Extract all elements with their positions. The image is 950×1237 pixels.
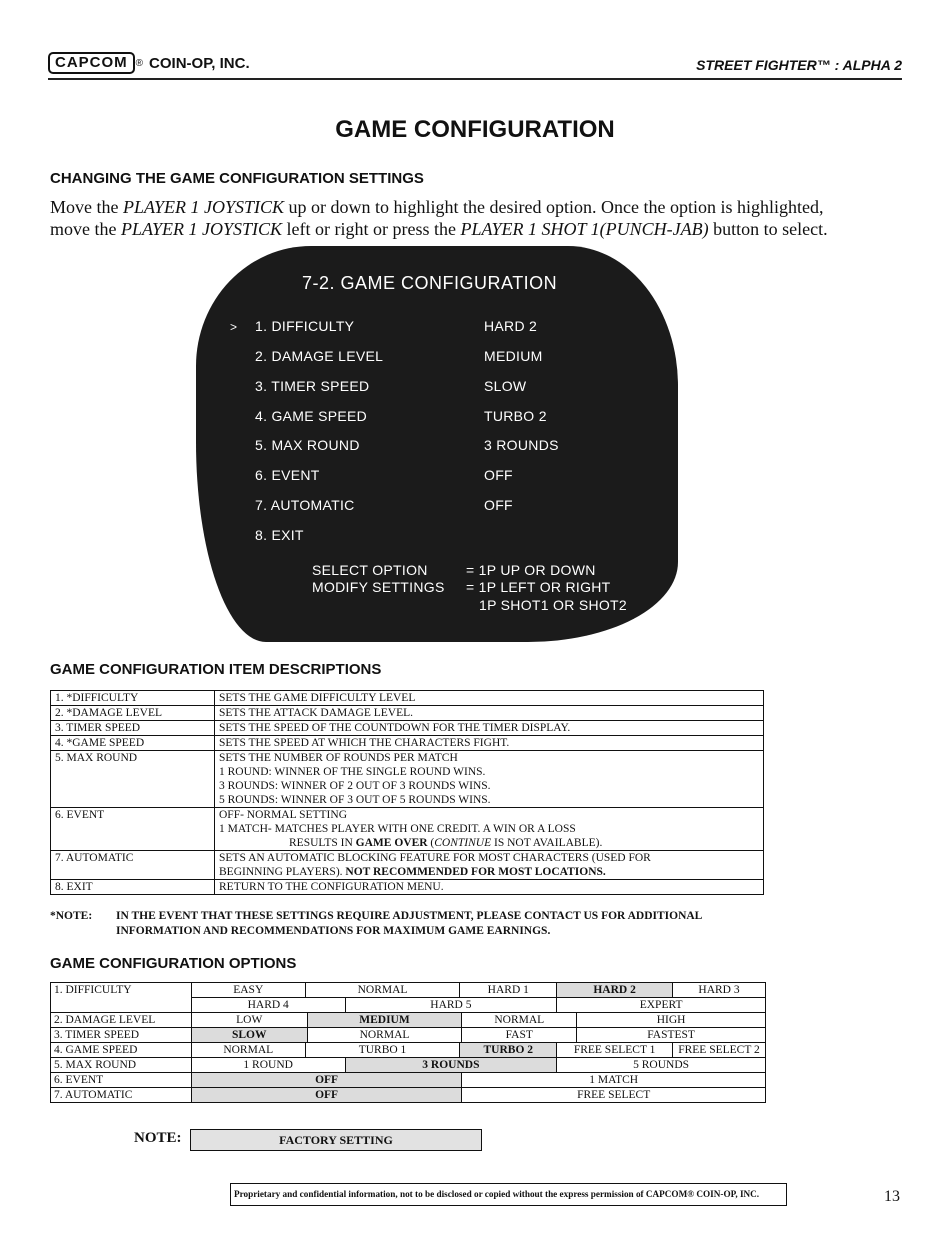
option-name: 1. DIFFICULTY: [51, 983, 192, 1013]
option-name: 7. AUTOMATIC: [51, 1088, 192, 1103]
option-value-factory: MEDIUM: [307, 1013, 462, 1028]
option-value: FREE SELECT: [462, 1088, 766, 1103]
table-row: [51, 721, 764, 736]
item-description: SETS THE GAME DIFFICULTY LEVEL: [215, 691, 764, 706]
menu-item-label: 2. DAMAGE LEVEL: [255, 348, 384, 364]
item-description: [215, 808, 764, 851]
menu-item-label: 6. EVENT: [255, 467, 320, 483]
item-name: 4. *GAME SPEED: [51, 736, 215, 751]
select-option-value: = 1P UP OR DOWN: [466, 562, 596, 578]
text-italic: PLAYER 1 SHOT 1(PUNCH-JAB): [460, 219, 709, 239]
option-name: 6. EVENT: [51, 1073, 192, 1088]
text: BEGINNING PLAYERS).: [219, 866, 346, 878]
item-name: 8. EXIT: [51, 880, 215, 895]
modify-settings-value: = 1P LEFT OR RIGHT: [466, 579, 611, 595]
option-value: HIGH: [577, 1013, 766, 1028]
option-value: FREE SELECT 2: [673, 1043, 766, 1058]
option-value: FAST: [462, 1028, 577, 1043]
desc-line: 1 MATCH- MATCHES PLAYER WITH ONE CREDIT. A WIN OR A LOSS: [219, 823, 576, 835]
item-name: 6. EVENT: [51, 808, 215, 851]
text-bold: NOT RECOMMENDED FOR MOST LOCATIONS.: [345, 866, 606, 878]
menu-cursor: >: [230, 320, 238, 334]
item-name: 5. MAX ROUND: [51, 751, 215, 808]
item-description: SETS THE SPEED AT WHICH THE CHARACTERS FIGHT.: [215, 736, 764, 751]
note-label: *NOTE:: [50, 910, 93, 922]
text-italic: PLAYER 1 JOYSTICK: [120, 219, 283, 239]
option-value: HARD 5: [345, 998, 557, 1013]
page-title: GAME CONFIGURATION: [335, 116, 615, 143]
table-row: [51, 1043, 766, 1058]
menu-item-value: OFF: [484, 497, 513, 513]
desc-line: [219, 836, 759, 850]
item-descriptions-table: [50, 690, 764, 895]
table-row: [51, 1088, 766, 1103]
text: button to select.: [708, 219, 828, 239]
option-value: HARD 4: [191, 998, 345, 1013]
text-italic: PLAYER 1 JOYSTICK: [122, 197, 285, 217]
desc-line: 3 ROUNDS: WINNER OF 2 OUT OF 3 ROUNDS WINS.: [219, 780, 491, 792]
section-heading-options: GAME CONFIGURATION OPTIONS: [50, 955, 297, 972]
menu-item-label: 1. DIFFICULTY: [255, 318, 355, 334]
company-name: COIN-OP, INC.: [149, 54, 250, 72]
option-value: HARD 1: [460, 983, 557, 998]
option-value: NORMAL: [307, 1028, 462, 1043]
menu-item-value: OFF: [484, 467, 513, 483]
option-name: 3. TIMER SPEED: [51, 1028, 192, 1043]
option-value: EASY: [191, 983, 305, 998]
page-number: 13: [884, 1188, 900, 1205]
note-text: IN THE EVENT THAT THESE SETTINGS REQUIRE ADJUSTMENT, PLEASE CONTACT US FOR ADDITIONAL INFORMATION AND RECOMMENDATIONS FOR MAXIMUM GAME EARNINGS.: [116, 910, 702, 937]
table-row: [51, 751, 764, 808]
text: up or down to highlight the desired option. Once the option is highlighted, move the: [50, 197, 824, 239]
page-header: [48, 52, 902, 80]
config-screen-image: [196, 246, 678, 642]
menu-item-label: 8. EXIT: [255, 527, 304, 543]
item-description: [215, 851, 764, 880]
text: RESULTS IN: [289, 837, 356, 849]
item-description: [215, 751, 764, 808]
menu-item-label: 4. GAME SPEED: [255, 408, 368, 424]
option-name: 4. GAME SPEED: [51, 1043, 192, 1058]
text-italic: CONTINUE: [434, 837, 492, 849]
option-value-factory: SLOW: [191, 1028, 307, 1043]
option-name: 5. MAX ROUND: [51, 1058, 192, 1073]
table-row: [51, 1073, 766, 1088]
menu-item-value: TURBO 2: [484, 408, 547, 424]
table-row: [51, 1028, 766, 1043]
option-value-factory: OFF: [191, 1088, 462, 1103]
option-value: FASTEST: [577, 1028, 766, 1043]
menu-item-value: SLOW: [484, 378, 527, 394]
menu-item-label: 7. AUTOMATIC: [255, 497, 355, 513]
menu-item-label: 3. TIMER SPEED: [255, 378, 370, 394]
text: IS NOT AVAILABLE).: [491, 837, 603, 849]
item-name: 2. *DAMAGE LEVEL: [51, 706, 215, 721]
menu-item-label: 5. MAX ROUND: [255, 437, 360, 453]
capcom-logo: [48, 52, 250, 74]
option-value-factory: TURBO 2: [460, 1043, 557, 1058]
item-description: SETS THE ATTACK DAMAGE LEVEL.: [215, 706, 764, 721]
option-value: 1 ROUND: [191, 1058, 345, 1073]
option-name: 2. DAMAGE LEVEL: [51, 1013, 192, 1028]
menu-item-value: 3 ROUNDS: [484, 437, 559, 453]
desc-line: [219, 865, 759, 879]
table-row: [51, 851, 764, 880]
option-value: EXPERT: [557, 998, 766, 1013]
option-value-factory: 3 ROUNDS: [345, 1058, 557, 1073]
option-value: 1 MATCH: [462, 1073, 766, 1088]
table-row: [51, 808, 764, 851]
option-value: TURBO 1: [305, 1043, 460, 1058]
desc-line: SETS AN AUTOMATIC BLOCKING FEATURE FOR MOST CHARACTERS (USED FOR: [219, 852, 651, 864]
options-table: [50, 982, 766, 1103]
modify-settings-value-2: 1P SHOT1 OR SHOT2: [479, 597, 627, 613]
table-row: [51, 706, 764, 721]
item-description: SETS THE SPEED OF THE COUNTDOWN FOR THE TIMER DISPLAY.: [215, 721, 764, 736]
text-bold: GAME OVER: [355, 837, 428, 849]
desc-line: 1 ROUND: WINNER OF THE SINGLE ROUND WINS.: [219, 766, 486, 778]
select-option-label: SELECT OPTION: [312, 562, 428, 578]
item-name: 1. *DIFFICULTY: [51, 691, 215, 706]
option-value: HARD 3: [673, 983, 766, 998]
desc-line: 5 ROUNDS: WINNER OF 3 OUT OF 5 ROUNDS WINS.: [219, 794, 491, 806]
desc-line: SETS THE NUMBER OF ROUNDS PER MATCH: [219, 752, 458, 764]
option-value: NORMAL: [462, 1013, 577, 1028]
table-row: [51, 1058, 766, 1073]
modify-settings-label: MODIFY SETTINGS: [312, 579, 445, 595]
text: Move the: [50, 197, 123, 217]
table-row: [51, 691, 764, 706]
confidentiality-notice: Proprietary and confidential information, not to be disclosed or copied without the express permission of CAPCOM® COIN-OP, INC.: [230, 1183, 787, 1206]
legend-factory-setting: FACTORY SETTING: [190, 1129, 482, 1151]
option-value: 5 ROUNDS: [557, 1058, 766, 1073]
table-row: [51, 1013, 766, 1028]
logo-wordmark: CAPCOM: [48, 52, 135, 74]
option-value: FREE SELECT 1: [557, 1043, 673, 1058]
menu-item-value: MEDIUM: [484, 348, 543, 364]
text: left or right or press the: [282, 219, 461, 239]
item-description: RETURN TO THE CONFIGURATION MENU.: [215, 880, 764, 895]
screen-title: 7-2. GAME CONFIGURATION: [302, 273, 558, 293]
option-value: NORMAL: [305, 983, 460, 998]
table-row: [51, 880, 764, 895]
table-row: [51, 736, 764, 751]
legend-label: NOTE:: [134, 1130, 182, 1146]
item-name: 3. TIMER SPEED: [51, 721, 215, 736]
option-value: NORMAL: [191, 1043, 305, 1058]
option-value: LOW: [191, 1013, 307, 1028]
section-heading-descriptions: GAME CONFIGURATION ITEM DESCRIPTIONS: [50, 661, 382, 678]
game-title: STREET FIGHTER™ : ALPHA 2: [696, 57, 902, 73]
instructions-paragraph: [50, 196, 830, 240]
desc-line: OFF- NORMAL SETTING: [219, 809, 347, 821]
item-name: 7. AUTOMATIC: [51, 851, 215, 880]
menu-item-value: HARD 2: [484, 318, 538, 334]
text: (: [427, 837, 435, 849]
section-heading-changing: CHANGING THE GAME CONFIGURATION SETTINGS: [50, 170, 424, 187]
registered-mark: ®: [135, 57, 144, 69]
adjustment-note: [50, 909, 790, 939]
table-row: [51, 983, 766, 998]
option-value-factory: OFF: [191, 1073, 462, 1088]
option-value-factory: HARD 2: [557, 983, 673, 998]
